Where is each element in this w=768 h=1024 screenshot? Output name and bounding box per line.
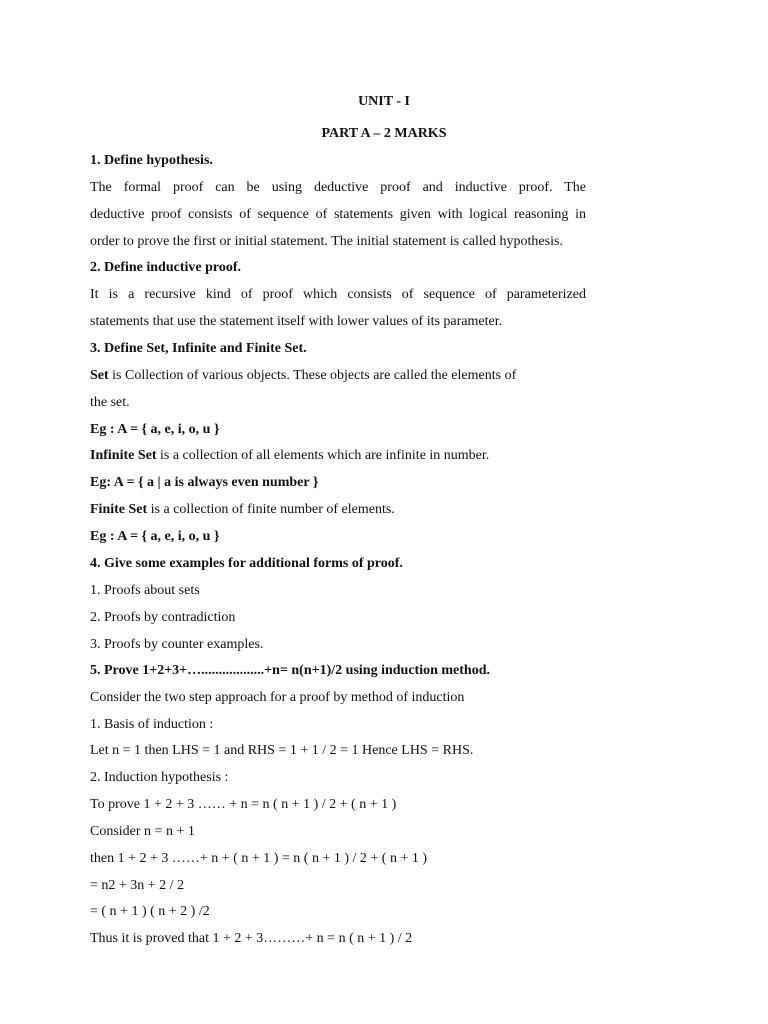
infinite-set-text: is a collection of all elements which are infinite in number.	[156, 448, 490, 463]
finite-set-text: is a collection of finite number of elements.	[147, 502, 395, 517]
proof-line: = n2 + 3n + 2 / 2	[90, 878, 185, 893]
unit-heading: UNIT - I	[358, 94, 410, 109]
answer-line: It is a recursive kind of proof which consists of sequence of parameterized	[90, 287, 586, 302]
question-4: 4. Give some examples for additional forms of proof.	[90, 556, 403, 571]
set-definition-text: is Collection of various objects. These objects are called the elements of	[108, 368, 517, 383]
example-line: Eg : A = { a, e, i, o, u }	[90, 529, 220, 544]
question-1: 1. Define hypothesis.	[90, 153, 213, 168]
proof-line: = ( n + 1 ) ( n + 2 ) /2	[90, 904, 210, 919]
list-item: 3. Proofs by counter examples.	[90, 637, 264, 652]
example-line: Eg: A = { a | a is always even number }	[90, 475, 319, 490]
set-definition	[90, 367, 586, 385]
finite-set-term: Finite Set	[90, 502, 148, 517]
answer-line: The formal proof can be using deductive proof and inductive proof. The	[90, 180, 586, 195]
proof-line: 2. Induction hypothesis :	[90, 770, 229, 785]
question-3: 3. Define Set, Infinite and Finite Set.	[90, 341, 307, 356]
proof-line: Consider n = n + 1	[90, 824, 195, 839]
question-2: 2. Define inductive proof.	[90, 260, 242, 275]
proof-line: Thus it is proved that 1 + 2 + 3………+ n = n ( n + 1 ) / 2	[90, 931, 413, 946]
set-term: Set	[90, 368, 109, 383]
proof-line: Let n = 1 then LHS = 1 and RHS = 1 + 1 / 2 = 1 Hence LHS = RHS.	[90, 743, 474, 758]
proof-line: To prove 1 + 2 + 3 …… + n = n ( n + 1 ) / 2 + ( n + 1 )	[90, 797, 397, 812]
part-heading: PART A – 2 MARKS	[321, 126, 447, 141]
infinite-set-term: Infinite Set	[90, 448, 157, 463]
answer-line: deductive proof consists of sequence of statements given with logical reasoning in	[90, 207, 586, 222]
infinite-set-definition	[90, 447, 586, 465]
list-item: 1. Proofs about sets	[90, 583, 200, 598]
question-5: 5. Prove 1+2+3+…..................+n= n(n+1)/2 using induction method.	[90, 663, 490, 678]
proof-line: 1. Basis of induction :	[90, 717, 214, 732]
list-item: 2. Proofs by contradiction	[90, 610, 236, 625]
proof-line: Consider the two step approach for a proof by method of induction	[90, 690, 465, 705]
finite-set-definition	[90, 501, 586, 519]
example-line: Eg : A = { a, e, i, o, u }	[90, 422, 220, 437]
answer-line: statements that use the statement itself with lower values of its parameter.	[90, 314, 503, 329]
proof-line: then 1 + 2 + 3 ……+ n + ( n + 1 ) = n ( n + 1 ) / 2 + ( n + 1 )	[90, 851, 428, 866]
set-definition-continued: the set.	[90, 395, 130, 410]
answer-line: order to prove the first or initial statement. The initial statement is called hypothesis.	[90, 234, 563, 249]
